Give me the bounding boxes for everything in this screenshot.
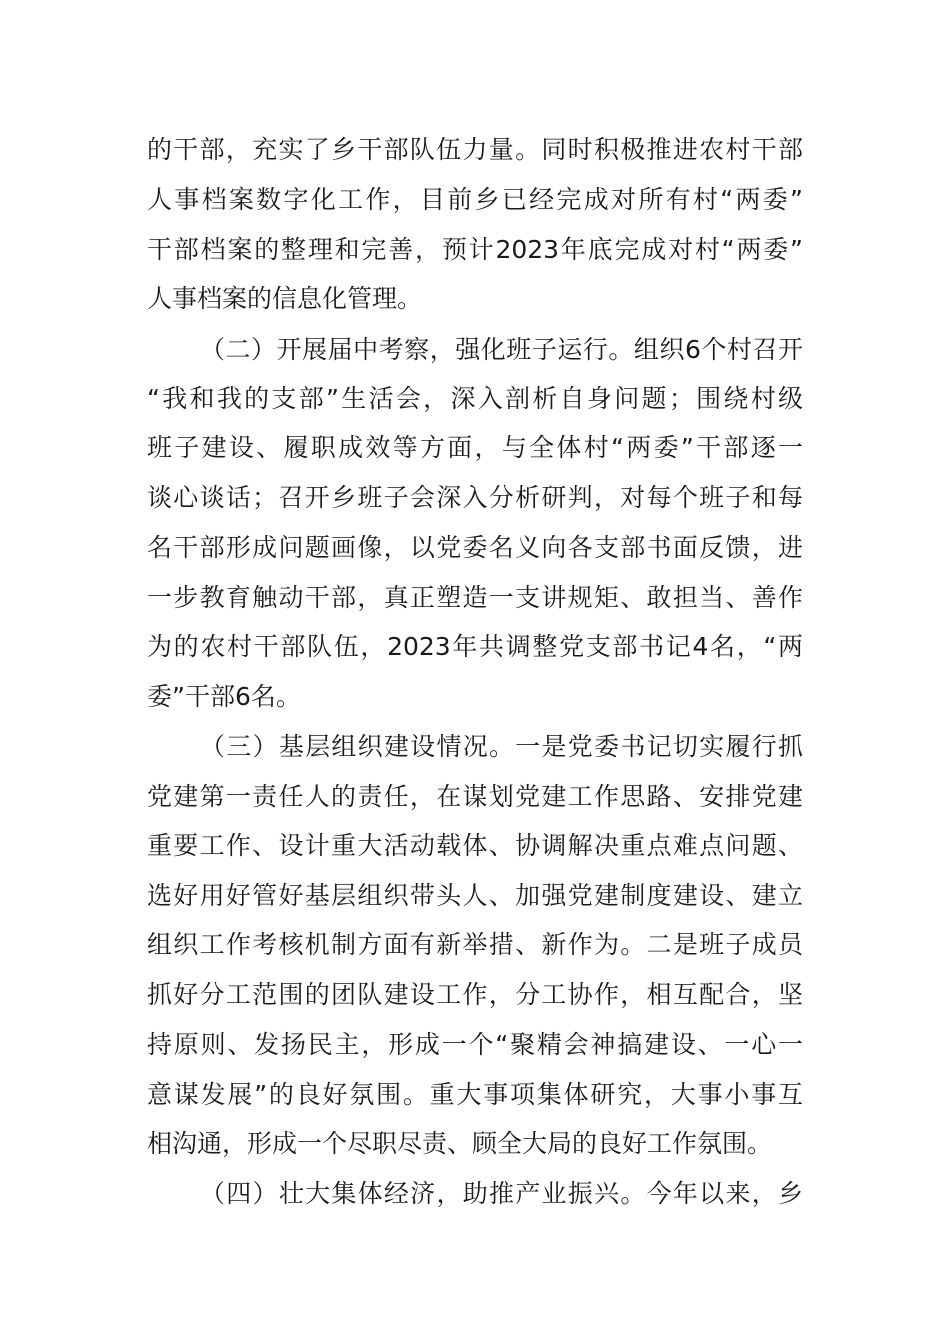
text-line: 一步教育触动干部，真正塑造一支讲规矩、敢担当、善作 <box>147 583 803 612</box>
paragraph-heading-line: （四）壮大集体经济，助推产业振兴。今年以来，乡 <box>200 1179 803 1208</box>
text-line: 的干部，充实了乡干部队伍力量。同时积极推进农村干部 <box>147 135 803 164</box>
text-line: 相沟通，形成一个尽职尽责、顾全大局的良好工作氛围。 <box>147 1129 773 1158</box>
text-line: 持原则、发扬民主，形成一个“聚精会神搞建设、一心一 <box>147 1030 803 1059</box>
text-line: 抓好分工范围的团队建设工作，分工协作，相互配合，坚 <box>147 980 803 1009</box>
text-line: 人事档案的信息化管理。 <box>147 284 423 313</box>
text-line: 党建第一责任人的责任，在谋划党建工作思路、安排党建 <box>147 782 803 811</box>
text-line: 委”干部6名。 <box>147 682 301 711</box>
text-line: 名干部形成问题画像，以党委名义向各支部书面反馈，进 <box>147 533 803 562</box>
paragraph-heading-line: （三）基层组织建设情况。一是党委书记切实履行抓 <box>200 732 803 761</box>
text-line: 选好用好管好基层组织带头人、加强党建制度建设、建立 <box>147 881 803 910</box>
paragraph-heading-line: （二）开展届中考察，强化班子运行。组织6个村召开 <box>200 335 803 364</box>
text-line: 人事档案数字化工作，目前乡已经完成对所有村“两委” <box>147 185 803 214</box>
text-line: 班子建设、履职成效等方面，与全体村“两委”干部逐一 <box>147 433 803 462</box>
text-line: “我和我的支部”生活会，深入剖析自身问题；围绕村级 <box>147 384 803 413</box>
text-line: 重要工作、设计重大活动载体、协调解决重点难点问题、 <box>147 831 803 860</box>
text-line: 谈心谈话；召开乡班子会深入分析研判，对每个班子和每 <box>147 483 803 512</box>
text-line: 干部档案的整理和完善，预计2023年底完成对村“两委” <box>147 235 803 264</box>
text-line: 意谋发展”的良好氛围。重大事项集体研究，大事小事互 <box>147 1080 803 1109</box>
text-line: 组织工作考核机制方面有新举措、新作为。二是班子成员 <box>147 930 803 959</box>
text-line: 为的农村干部队伍，2023年共调整党支部书记4名，“两 <box>147 632 803 661</box>
